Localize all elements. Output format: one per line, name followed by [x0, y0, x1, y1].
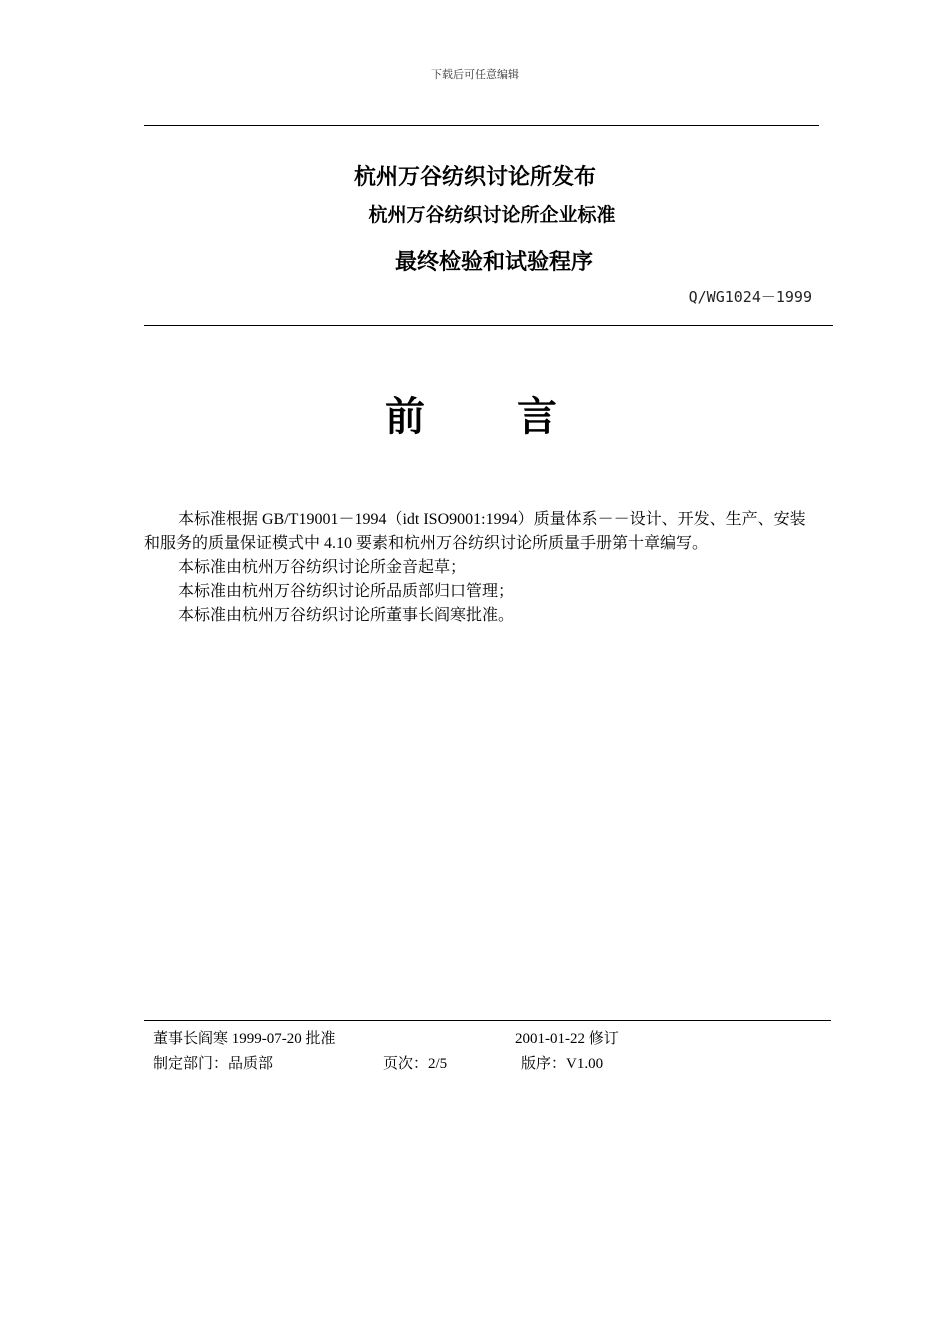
page-header-note: 下载后可任意编辑 [431, 68, 519, 81]
title-divider [144, 325, 833, 326]
footer-approval: 董事长阎寒 1999-07-20 批准 [153, 1031, 336, 1047]
preface-heading [385, 385, 557, 442]
document-code: Q/WG1024－1999 [688, 288, 812, 306]
preface-paragraph-3: 本标准由杭州万谷纺织讨论所品质部归口管理； [178, 583, 515, 600]
footer-version: 版序：V1.00 [521, 1056, 604, 1072]
preface-paragraph-1: 本标准根据 GB/T19001－1994（idt ISO9001:1994）质量体系－－设计、开发、生产、安装和服务的质量保证模式中 4.10 要素和杭州万谷纺织讨论所质量手册第十章编写。 [144, 511, 806, 552]
preface-heading-char-2: 言 [517, 393, 557, 440]
footer-department: 制定部门：品质部 [153, 1056, 274, 1072]
organization-publish-line: 杭州万谷纺织讨论所发布 [353, 165, 596, 190]
top-divider [144, 125, 819, 126]
preface-heading-char-1: 前 [385, 393, 425, 440]
preface-body [144, 508, 814, 628]
footer-revision: 2001-01-22 修订 [515, 1031, 619, 1047]
preface-paragraph-4: 本标准由杭州万谷纺织讨论所董事长阎寒批准。 [178, 607, 515, 624]
document-title: 最终检验和试验程序 [394, 250, 593, 275]
footer-divider [144, 1020, 831, 1021]
footer-page: 页次：2/5 [383, 1056, 448, 1072]
organization-standard-line: 杭州万谷纺织讨论所企业标准 [368, 204, 616, 226]
preface-paragraph-2: 本标准由杭州万谷纺织讨论所金音起草； [178, 559, 467, 576]
